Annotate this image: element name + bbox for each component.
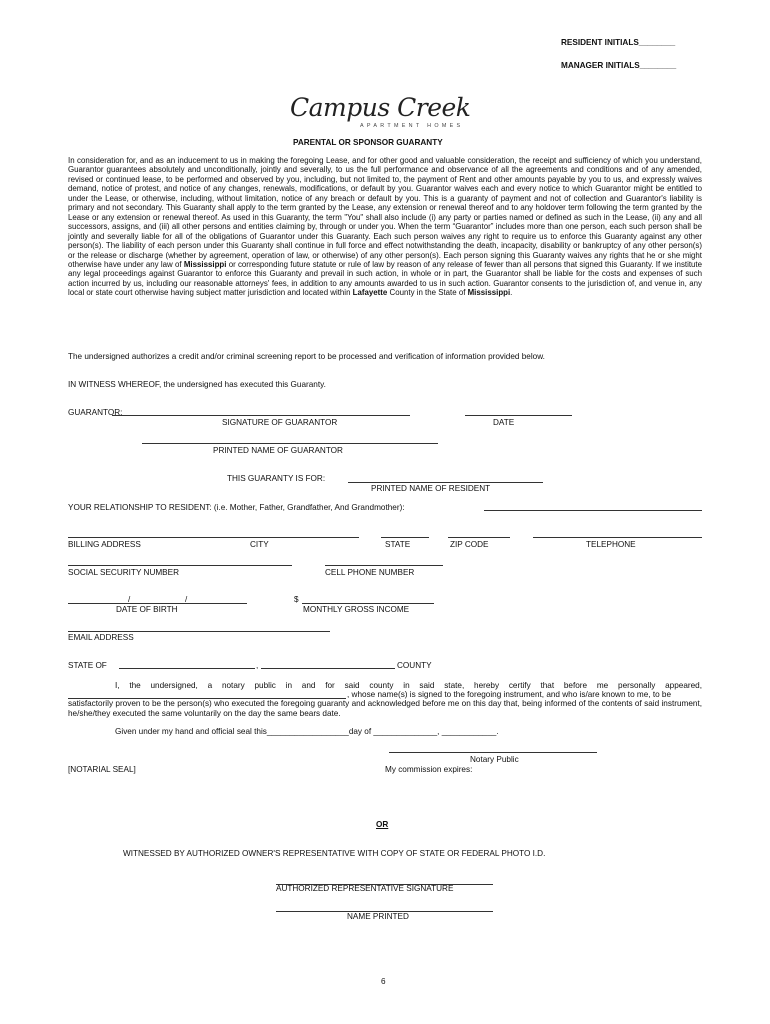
state-name-2: Mississippi bbox=[467, 288, 511, 298]
zip-line[interactable] bbox=[448, 537, 510, 538]
paragraph-part-3: County in the State of bbox=[389, 288, 466, 298]
cell-line[interactable] bbox=[325, 565, 443, 566]
guarantor-label: GUARANTOR: bbox=[68, 408, 123, 417]
state-line[interactable] bbox=[381, 537, 429, 538]
page-number: 6 bbox=[381, 977, 386, 986]
email-line[interactable] bbox=[68, 631, 330, 632]
telephone-line[interactable] bbox=[533, 537, 702, 538]
guarantor-date-line[interactable] bbox=[465, 415, 572, 416]
name-printed-label: NAME PRINTED bbox=[347, 912, 409, 921]
commission-expires: My commission expires: bbox=[385, 765, 473, 774]
billing-address-line[interactable] bbox=[68, 537, 359, 538]
resident-initials[interactable]: RESIDENT INITIALS________ bbox=[561, 38, 676, 47]
ssn-line[interactable] bbox=[68, 565, 292, 566]
printed-name-resident-label: PRINTED NAME OF RESIDENT bbox=[371, 484, 491, 493]
logo-script: Campus Creek bbox=[290, 93, 471, 122]
paragraph-part-1: In consideration for, and as an inducement to us in making the foregoing Lease, and for other good and valuable consideration, the receipt and sufficiency of which you understand, Guarantor guarantees absolutely and unconditionally, jointly and severally, to us the full performance and observance of all the agreements and conditions and of any amended, revised or continued lease, to be performed and observed by you, including, but not limited to, the payment of Rent and other amounts payable by you to us, and expressly waives demand, notice of protest, and notice of any changes, renewals, modifications, or default by you. Guarantor waives each and every notice to which Guarantor might be entitled to under the Lease, or otherwise, including, without limitation, notice of any breach or default by you. This is a guaranty of payment and not of collection and Guarantor's liability is primary and not secondary. This Guaranty shall apply to the term granted by the Lease, any extension or renewal thereof and to any holdover term following the term granted by the Lease or any extension or renewal thereof. As used in this Guaranty, the term "You" shall also include (i) any party or parties named or defined as such in the Lease, (ii) any and all successors, assigns, and (iii) all other persons and entities claiming by, through or under you. When the term “Guarantor” includes more than one person, each such person shall be jointly and severally liable for all of the obligations of Guarantor under this Guaranty. Each such person waives any right to require us to enforce this Guaranty against any other person(s). The liability of each person under this Guaranty shall continue in full force and effect notwithstanding the death, incapacity, disability or bankruptcy of any other person(s) or the release or discharge (whether by agreement, operation of law, or otherwise) of any other person(s). Each person signing this Guaranty waives any rights that he or she might otherwise have under any law of bbox=[68, 156, 702, 269]
witnessed-statement: WITNESSED BY AUTHORIZED OWNER'S REPRESENTATIVE WITH COPY OF STATE OR FEDERAL PHOTO I.D. bbox=[123, 849, 546, 858]
notary-public-label: Notary Public bbox=[470, 755, 519, 764]
billing-address-label: BILLING ADDRESS bbox=[68, 540, 141, 549]
guaranty-for-label: THIS GUARANTY IS FOR: bbox=[227, 474, 326, 483]
paragraph-part-2: or corresponding future statute or rule of law by reason of any release of fewer than all persons that signed this Guaranty. If we institute any legal proceedings against Guarantor to enforce this Guaranty and prevail in such action, in whole or in part, the Guarantor shall be liable for the costs and expenses of such action incurred by us, including our reasonable attorneys' fees, in addition to any amounts awarded to us in such action. Guarantor consents to the jurisdiction of, and venue in, any local or state court otherwise having subject matter jurisdiction and located within bbox=[68, 259, 702, 298]
date-label: DATE bbox=[493, 418, 515, 427]
state-of-line[interactable] bbox=[119, 668, 255, 669]
dollar-sign: $ bbox=[294, 595, 299, 604]
or-heading: OR bbox=[376, 820, 389, 829]
telephone-label: TELEPHONE bbox=[586, 540, 636, 549]
signature-of-guarantor-label: SIGNATURE OF GUARANTOR bbox=[222, 418, 338, 427]
given-under-hand: Given under my hand and official seal this__________________day of ______________, ____________. bbox=[115, 727, 499, 736]
logo-subtitle: APARTMENT HOMES bbox=[360, 123, 464, 129]
state-name-1: Mississippi bbox=[183, 259, 227, 269]
notary-line-1: I, the undersigned, a notary public in and for said county in said state, hereby certify that before me personally appeared, bbox=[115, 681, 702, 690]
manager-initials[interactable]: MANAGER INITIALS________ bbox=[561, 61, 677, 70]
auth-signature-label: AUTHORIZED REPRESENTATIVE SIGNATURE bbox=[276, 884, 454, 893]
witness-statement: IN WITNESS WHEREOF, the undersigned has executed this Guaranty. bbox=[68, 380, 326, 389]
notary-public-line[interactable] bbox=[389, 752, 597, 753]
county-name: Lafayette bbox=[352, 288, 388, 298]
dob-line[interactable] bbox=[68, 603, 247, 604]
income-line[interactable] bbox=[302, 603, 434, 604]
ssn-label: SOCIAL SECURITY NUMBER bbox=[68, 568, 180, 577]
campus-creek-logo bbox=[290, 95, 482, 135]
credit-authorization: The undersigned authorizes a credit and/or criminal screening report to be processed and verification of information provided below. bbox=[68, 352, 545, 361]
email-label: EMAIL ADDRESS bbox=[68, 633, 134, 642]
notary-line-3: satisfactorily proven to be the person(s) who executed the foregoing guaranty and acknowledged before me on this day that, being informed of the contents of said instrument, he/she/they executed the same voluntarily on the day the same bears date. bbox=[68, 699, 702, 718]
guaranty-paragraph bbox=[68, 156, 702, 298]
dob-slash-2: / bbox=[185, 595, 188, 604]
county-label: COUNTY bbox=[397, 661, 432, 670]
notarial-seal: [NOTARIAL SEAL] bbox=[68, 765, 136, 774]
city-label: CITY bbox=[250, 540, 269, 549]
zip-label: ZIP CODE bbox=[450, 540, 489, 549]
guarantor-signature-line[interactable] bbox=[112, 415, 410, 416]
page-title: PARENTAL OR SPONSOR GUARANTY bbox=[293, 138, 443, 147]
resident-name-line[interactable] bbox=[348, 482, 543, 483]
notary-line-2: , whose name(s) is signed to the foregoing instrument, and who is/are known to me, to be bbox=[347, 690, 672, 699]
dob-label: DATE OF BIRTH bbox=[116, 605, 178, 614]
income-label: MONTHLY GROSS INCOME bbox=[303, 605, 410, 614]
relationship-line[interactable] bbox=[484, 510, 702, 511]
county-line[interactable] bbox=[261, 668, 395, 669]
cell-label: CELL PHONE NUMBER bbox=[325, 568, 415, 577]
state-label: STATE bbox=[385, 540, 411, 549]
dob-slash-1: / bbox=[128, 595, 131, 604]
printed-name-guarantor-line[interactable] bbox=[142, 443, 438, 444]
state-of-label: STATE OF bbox=[68, 661, 107, 670]
relationship-label: YOUR RELATIONSHIP TO RESIDENT: (i.e. Mother, Father, Grandfather, And Grandmother): bbox=[68, 503, 405, 512]
state-county-comma: , bbox=[256, 661, 259, 670]
printed-name-guarantor-label: PRINTED NAME OF GUARANTOR bbox=[213, 446, 343, 455]
paragraph-end: . bbox=[510, 288, 513, 298]
